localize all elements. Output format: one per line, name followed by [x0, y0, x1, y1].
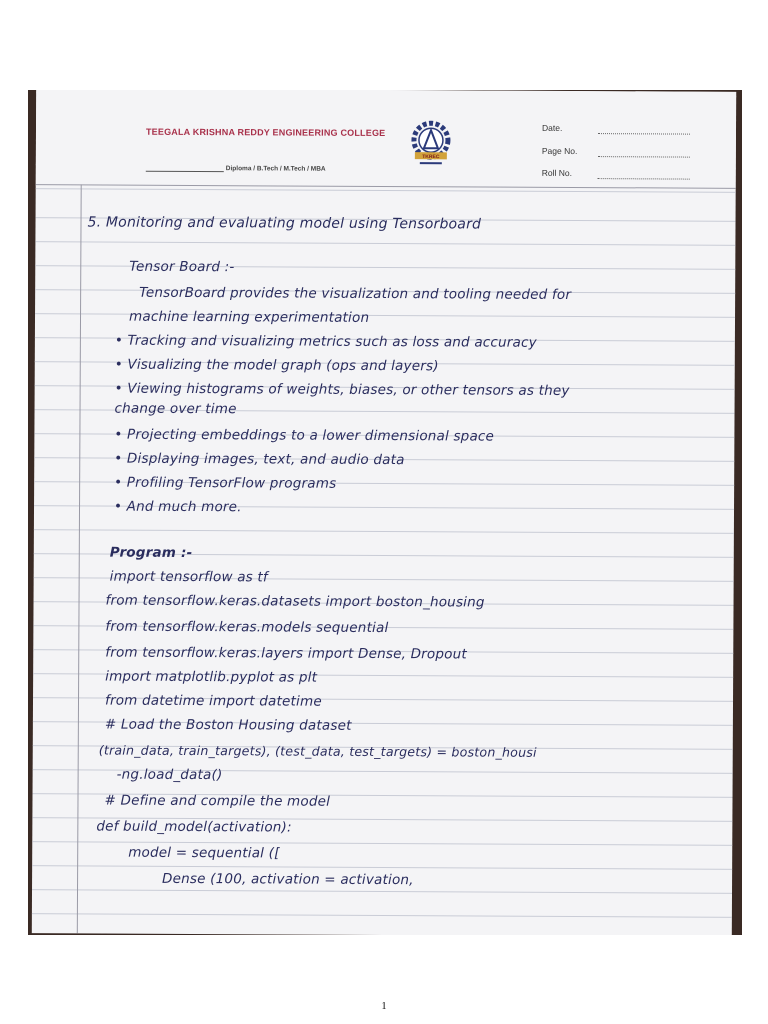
course-list: Diploma / B.Tech / M.Tech / MBA [225, 165, 326, 173]
bullet-item: • Tracking and visualizing metrics such as loss and accuracy [114, 332, 537, 351]
college-name: TEEGALA KRISHNA REDDY ENGINEERING COLLEGE [145, 126, 386, 139]
code-line: from datetime import datetime [104, 692, 322, 710]
code-line: # Define and compile the model [104, 792, 331, 810]
bullet-item: • Projecting embeddings to a lower dimensional space [114, 426, 495, 445]
bullet-item: • Displaying images, text, and audio data [114, 450, 405, 469]
code-line: from tensorflow.keras.models sequential [105, 618, 389, 637]
code-line: -ng.load_data() [116, 766, 223, 784]
code-line: def build_model(activation): [96, 818, 292, 836]
page-number: 1 [381, 1001, 387, 1012]
college-logo-icon [406, 118, 456, 172]
code-line: Dense (100, activation = activation, [162, 870, 414, 889]
code-line: import matplotlib.pyplot as plt [105, 668, 318, 686]
notes-title: 5. Monitoring and evaluating model using Tensorboard [87, 214, 482, 233]
intro-line-1: TensorBoard provides the visualization and tooling needed for [139, 284, 572, 303]
code-line: from tensorflow.keras.datasets import boston_housing [105, 592, 485, 611]
code-line: # Load the Boston Housing dataset [104, 716, 352, 734]
page-no-label: Page No. [541, 145, 578, 157]
intro-line-2: machine learning experimentation [128, 308, 370, 326]
bullet-item: • And much more. [113, 498, 242, 516]
code-line: from tensorflow.keras.layers import Dense, Dropout [105, 644, 467, 663]
roll-no-label: Roll No. [541, 167, 573, 178]
page-no-field [598, 148, 690, 157]
section-heading: Tensor Board :- [129, 258, 235, 276]
code-line: model = sequential ([ [128, 844, 280, 862]
code-line: import tensorflow as tf [109, 568, 268, 586]
bullet-item: • Profiling TensorFlow programs [114, 474, 337, 492]
page-header [36, 90, 737, 190]
code-line: (train_data, train_targets), (test_data, test_targets) = boston_housi [98, 742, 537, 760]
roll-no-field [598, 170, 690, 179]
program-heading: Program :- [109, 544, 193, 561]
date-field [598, 125, 690, 134]
notebook-photo [28, 90, 742, 935]
date-label: Date. [541, 122, 563, 133]
bullet-item: • Visualizing the model graph (ops and layers) [114, 356, 439, 375]
bullet-item: change over time [114, 400, 237, 418]
logo-text: TKREC [422, 153, 440, 161]
course-underline [146, 171, 224, 172]
bullet-item: • Viewing histograms of weights, biases, or other tensors as they [114, 380, 570, 399]
margin-rule [77, 184, 82, 933]
notebook-page [32, 90, 736, 935]
